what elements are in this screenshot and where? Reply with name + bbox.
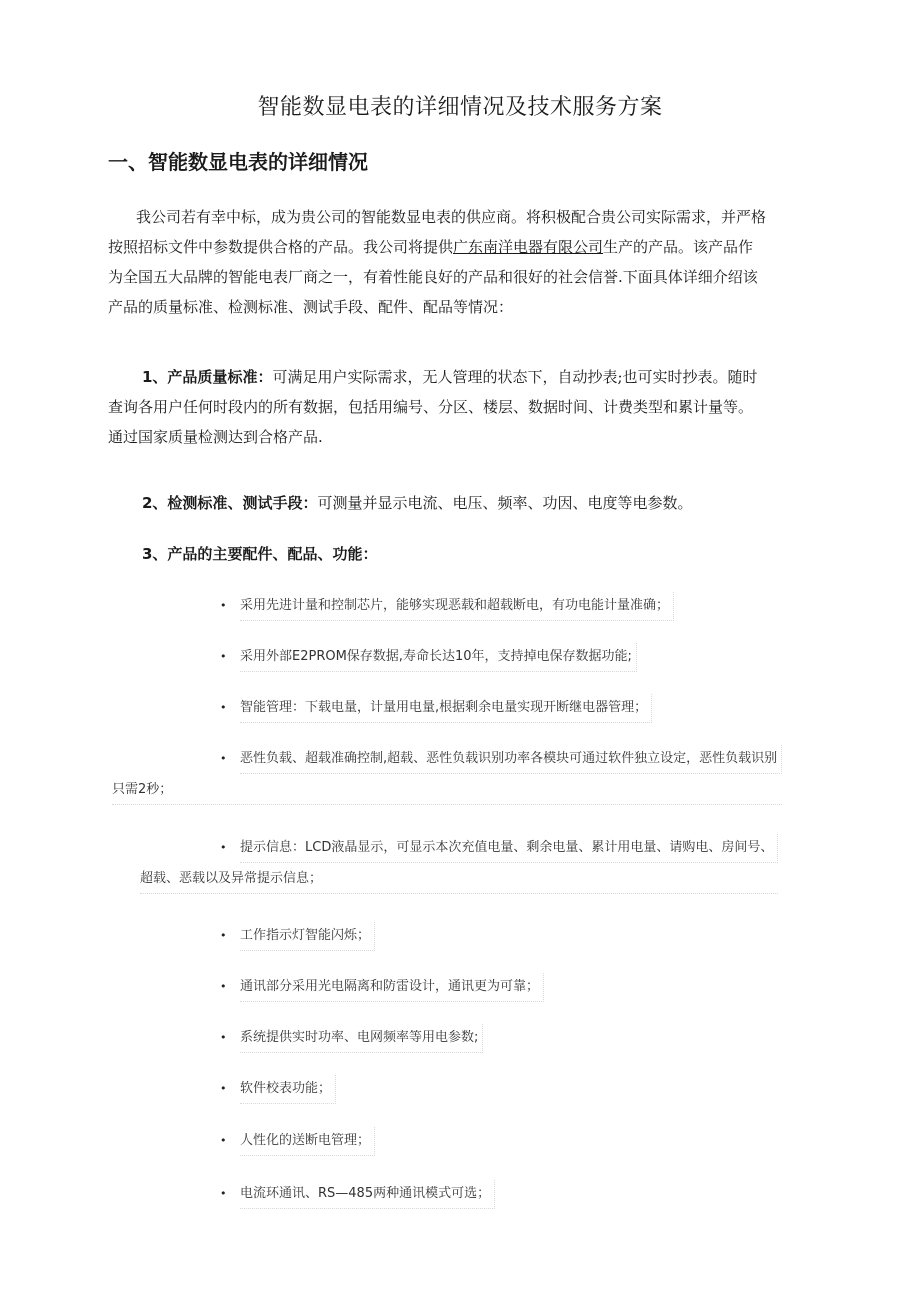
point-label: 2、检测标准、测试手段：	[142, 494, 318, 512]
point-line	[108, 362, 820, 392]
feature-text: 采用外部E2PROM保存数据,寿命长达10年，支持掉电保存数据功能;	[240, 643, 637, 672]
feature-text: 工作指示灯智能闪烁；	[240, 922, 375, 951]
intro-line	[108, 232, 818, 262]
feature-item	[220, 1075, 336, 1104]
bullet-icon: •	[220, 650, 227, 663]
bullet-icon: •	[220, 1134, 227, 1147]
point-line	[108, 488, 820, 518]
company-link[interactable]: 广东南洋电器有限公司	[453, 238, 604, 256]
feature-text-continued: 超载、恶载以及异常提示信息；	[140, 865, 778, 894]
bullet-icon: •	[220, 752, 227, 765]
quality-standard-point	[108, 362, 820, 452]
point-line	[108, 539, 820, 569]
feature-text: 电流环通讯、RS—485两种通讯模式可选；	[240, 1180, 495, 1209]
feature-item	[220, 694, 652, 723]
bullet-icon: •	[220, 1187, 227, 1200]
intro-line: 我公司若有幸中标，成为贵公司的智能数显电表的供应商。将积极配合贵公司实际需求，并严格	[136, 208, 767, 226]
feature-text: 系统提供实时功率、电网频率等用电参数;	[240, 1024, 483, 1053]
feature-item	[112, 745, 782, 805]
feature-item	[220, 1024, 483, 1053]
feature-text: 采用先进计量和控制芯片，能够实现恶载和超载断电，有功电能计量准确；	[240, 592, 674, 621]
bullet-icon: •	[220, 1082, 227, 1095]
intro-line: 产品的质量标准、检测标准、测试手段、配件、配品等情况：	[108, 298, 514, 316]
section-heading: 一、智能数显电表的详细情况	[108, 150, 368, 174]
point-text: 可测量并显示电流、电压、频率、功因、电度等电参数。	[317, 494, 693, 512]
intro-text: 按照招标文件中参数提供合格的产品。我公司将提供	[108, 238, 454, 256]
feature-text: 恶性负载、超载准确控制,超载、恶性负载识别功率各模块可通过软件独立设定，恶性负载识别	[240, 745, 782, 774]
bullet-icon: •	[220, 980, 227, 993]
feature-item	[220, 1127, 375, 1156]
feature-item	[220, 973, 544, 1002]
feature-item	[220, 592, 674, 621]
point-line: 查询各用户任何时段内的所有数据，包括用编号、分区、楼层、数据时间、计费类型和累计量等。	[108, 398, 754, 416]
feature-item	[220, 643, 637, 672]
testing-standard-point	[108, 488, 820, 518]
bullet-icon: •	[220, 701, 227, 714]
intro-line: 为全国五大品牌的智能电表厂商之一，有着性能良好的产品和很好的社会信誉.下面具体详细介绍该	[108, 268, 758, 286]
intro-paragraph	[108, 202, 818, 322]
feature-text: 通讯部分采用光电隔离和防雷设计，通讯更为可靠；	[240, 973, 544, 1002]
bullet-icon: •	[220, 599, 227, 612]
feature-text: 智能管理：下载电量，计量用电量,根据剩余电量实现开断继电器管理；	[240, 694, 652, 723]
feature-item	[220, 922, 375, 951]
feature-item	[220, 1180, 495, 1209]
feature-item	[140, 834, 778, 894]
accessories-point	[108, 539, 820, 569]
feature-text: 软件校表功能；	[240, 1075, 336, 1104]
point-label: 3、产品的主要配件、配品、功能：	[142, 545, 378, 563]
point-text: 可满足用户实际需求，无人管理的状态下，自动抄表;也可实时抄表。随时	[272, 368, 758, 386]
feature-text-continued: 只需2秒；	[112, 776, 782, 805]
bullet-icon: •	[220, 841, 227, 854]
point-line: 通过国家质量检测达到合格产品.	[108, 428, 323, 446]
document-title: 智能数显电表的详细情况及技术服务方案	[257, 95, 663, 120]
bullet-icon: •	[220, 1031, 227, 1044]
point-label: 1、产品质量标准：	[142, 368, 273, 386]
feature-text: 人性化的送断电管理；	[240, 1127, 375, 1156]
intro-text: 生产的产品。该产品作	[603, 238, 754, 256]
feature-text: 提示信息：LCD液晶显示，可显示本次充值电量、剩余电量、累计用电量、请购电、房间号、	[240, 834, 778, 863]
bullet-icon: •	[220, 929, 227, 942]
